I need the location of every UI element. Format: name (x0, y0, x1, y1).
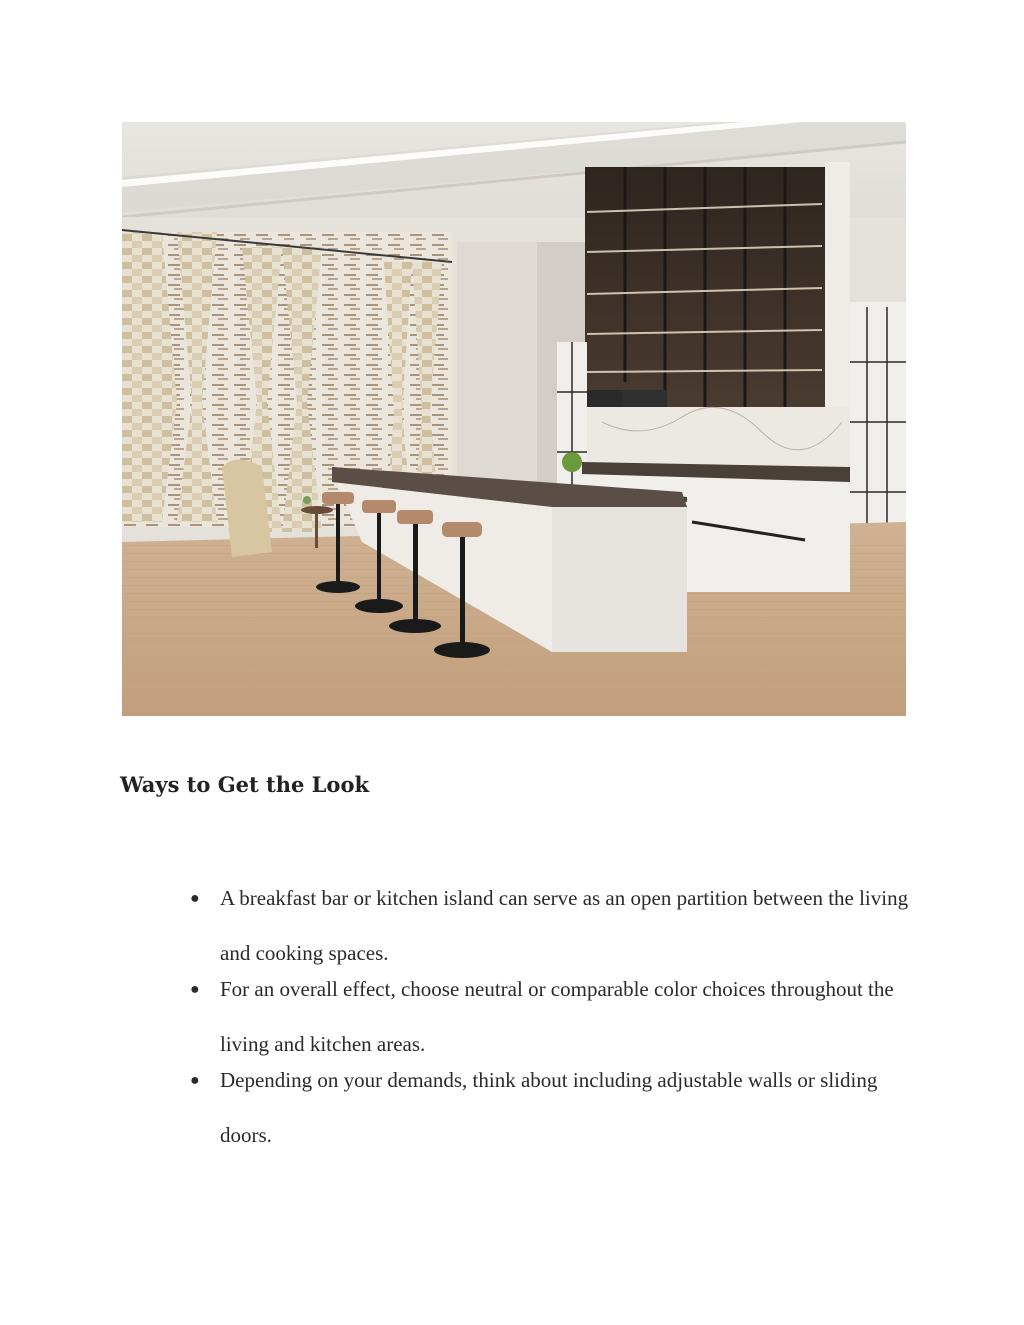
section-heading: Ways to Get the Look (120, 772, 369, 797)
list-item (0, 1062, 1024, 1171)
bullet-icon: ● (190, 981, 200, 998)
bullet-icon: ● (190, 890, 200, 907)
tips-list (0, 880, 1024, 1171)
list-item-text: A breakfast bar or kitchen island can serve as an open partition between the living and cooking spaces. (220, 886, 909, 965)
list-item-text: For an overall effect, choose neutral or comparable color choices throughout the living and kitchen areas. (220, 977, 894, 1056)
bullet-icon: ● (190, 1072, 200, 1089)
kitchen-photo (122, 122, 906, 716)
list-item-text: Depending on your demands, think about including adjustable walls or sliding doors. (220, 1068, 878, 1147)
